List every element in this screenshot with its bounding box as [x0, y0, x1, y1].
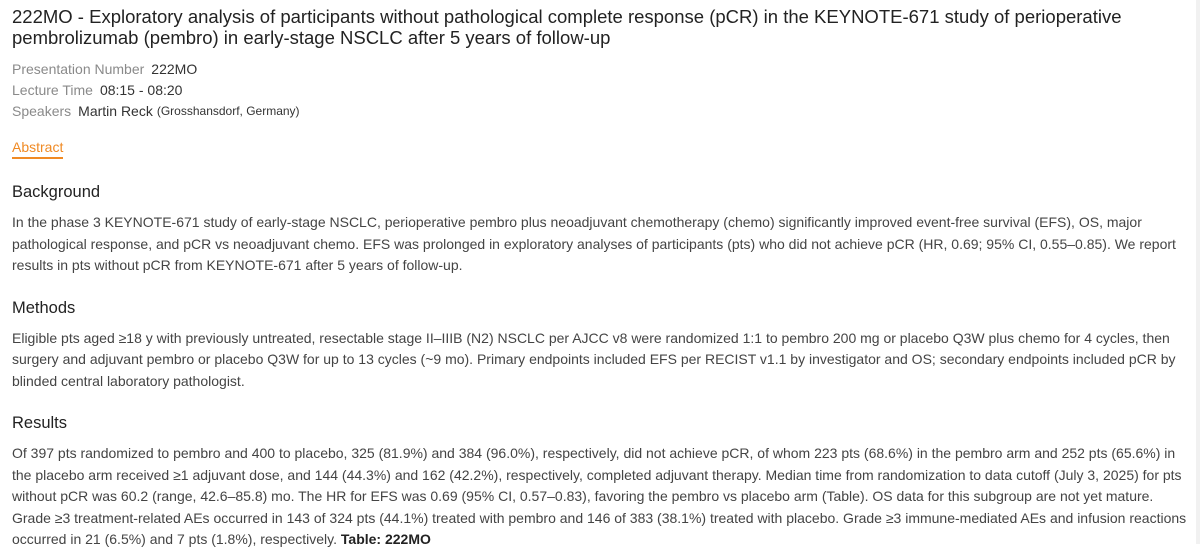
lecture-time-label: Lecture Time	[12, 82, 93, 98]
presentation-number-row	[12, 59, 1188, 80]
background-heading: Background	[12, 183, 101, 201]
page-scrollbar[interactable]	[1196, 0, 1200, 544]
methods-section	[12, 298, 1188, 393]
session-meta	[12, 59, 1188, 122]
tab-abstract[interactable]: Abstract	[12, 139, 63, 159]
lecture-time-value: 08:15 - 08:20	[99, 82, 183, 98]
results-heading: Results	[12, 414, 68, 432]
speaker-name[interactable]: Martin Reck	[78, 103, 153, 119]
presentation-number-label: Presentation Number	[12, 61, 145, 77]
content-tabs	[12, 139, 1188, 159]
presentation-number-value: 222MO	[151, 61, 198, 77]
results-text: Of 397 pts randomized to pembro and 400 to placebo, 325 (81.9%) and 384 (96.0%), respectively, did not achieve pCR, of whom 223 pts (68.6%) in the pembro arm and 252 pts (65.6%) in the placebo arm received ≥1 adjuvant dose, and 144 (44.3%) and 162 (42.2%), respectively, completed adjuvant therapy. Median time from randomization to data cutoff (July 3, 2025) for pts without pCR was 60.2 (range, 42.6–85.8) mo. The HR for EFS was 0.69 (95% CI, 0.57–0.83), favoring the pembro vs placebo arm (Table). OS data for this subgroup are not yet mature. Grade ≥3 treatment-related AEs occurred in 143 of 324 pts (44.1%) treated with pembro and 146 of 383 (38.1%) treated with placebo. Grade ≥3 immune-mediated AEs and infusion reactions occurred in 21 (6.5%) and 7 pts (1.8%), respectively.	[12, 445, 1187, 547]
background-text: In the phase 3 KEYNOTE-671 study of early-stage NSCLC, perioperative pembro plus neoadjuvant chemotherapy (chemo) significantly improved event-free survival (EFS), OS, major pathological response, and pCR vs neoadjuvant chemo. EFS was prolonged in exploratory analyses of participants (pts) who did not achieve pCR (HR, 0.69; 95% CI, 0.55–0.85). We report results in pts without pCR from KEYNOTE-671 after 5 years of follow-up.	[12, 214, 1176, 273]
lecture-time-row	[12, 80, 1188, 101]
methods-text: Eligible pts aged ≥18 y with previously untreated, resectable stage II–IIIB (N2) NSCLC per AJCC v8 were randomized 1:1 to pembro 200 mg or placebo Q3W plus chemo for 4 cycles, then surgery and adjuvant pembro or placebo Q3W for up to 13 cycles (~9 mo). Primary endpoints included EFS per RECIST v1.1 by investigator and OS; secondary endpoints included pCR by blinded central laboratory pathologist.	[12, 329, 1176, 389]
background-section	[12, 182, 1188, 277]
speakers-row	[12, 101, 1188, 122]
results-paragraph	[12, 443, 1188, 551]
speaker-affiliation: (Grosshansdorf, Germany)	[156, 104, 300, 118]
results-section	[12, 413, 1188, 551]
speakers-label: Speakers	[12, 103, 72, 119]
table-link[interactable]: Table: 222MO	[340, 531, 431, 547]
methods-heading: Methods	[12, 298, 76, 317]
page-title: 222MO - Exploratory analysis of participants without pathological complete response (pCR) in the KEYNOTE-671 study of perioperative pembrolizumab (pembro) in early-stage NSCLC after 5 years of follow-up	[12, 6, 1122, 48]
